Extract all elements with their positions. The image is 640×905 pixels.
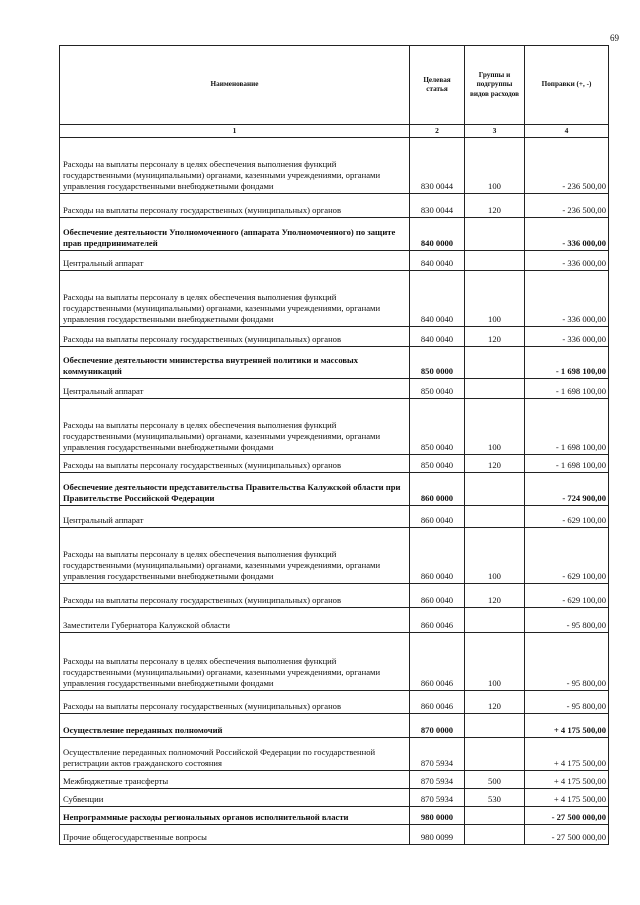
row-amendment-amount-cell: + 4 175 500,00: [525, 771, 609, 789]
row-expense-group-cell: 100: [465, 271, 525, 327]
row-name-cell: Расходы на выплаты персоналу в целях обеспечения выполнения функций государственными (муниципальными) органами, казенными учреждениями, органами управления государственными внебюджетными фондами: [60, 633, 410, 691]
table-row: [60, 789, 609, 807]
table-row: [60, 506, 609, 528]
row-amendment-amount-cell: - 724 900,00: [525, 473, 609, 506]
row-amendment-amount-cell: - 27 500 000,00: [525, 825, 609, 845]
row-expense-group-cell: [465, 807, 525, 825]
row-amendment-amount-cell: - 629 100,00: [525, 506, 609, 528]
row-expense-group-cell: [465, 714, 525, 738]
row-name-cell: Расходы на выплаты персоналу в целях обеспечения выполнения функций государственными (муниципальными) органами, казенными учреждениями, органами управления государственными внебюджетными фондами: [60, 399, 410, 455]
row-expense-group-cell: [465, 347, 525, 379]
row-name-cell: Расходы на выплаты персоналу в целях обеспечения выполнения функций государственными (муниципальными) органами, казенными учреждениями, органами управления государственными внебюджетными фондами: [60, 138, 410, 194]
row-name-cell: Субвенции: [60, 789, 410, 807]
row-target-article-cell: 860 0046: [410, 633, 465, 691]
row-name-cell: Расходы на выплаты персоналу государственных (муниципальных) органов: [60, 327, 410, 347]
row-expense-group-cell: [465, 379, 525, 399]
row-target-article-cell: 830 0044: [410, 194, 465, 218]
row-expense-group-cell: 500: [465, 771, 525, 789]
row-expense-group-cell: 120: [465, 584, 525, 608]
column-index-row: [60, 125, 609, 138]
budget-amendments-table: [59, 45, 609, 845]
page-number: 69: [610, 33, 619, 43]
header-amendments: Поправки (+, -): [525, 46, 609, 125]
row-name-cell: Осуществление переданных полномочий: [60, 714, 410, 738]
table-row: [60, 691, 609, 714]
table-body: [60, 138, 609, 845]
row-expense-group-cell: [465, 608, 525, 633]
row-amendment-amount-cell: - 336 000,00: [525, 271, 609, 327]
row-expense-group-cell: 100: [465, 138, 525, 194]
row-amendment-amount-cell: - 1 698 100,00: [525, 347, 609, 379]
row-expense-group-cell: 120: [465, 455, 525, 473]
row-amendment-amount-cell: - 336 000,00: [525, 251, 609, 271]
row-expense-group-cell: 120: [465, 327, 525, 347]
row-name-cell: Расходы на выплаты персоналу в целях обеспечения выполнения функций государственными (муниципальными) органами, казенными учреждениями, органами управления государственными внебюджетными фондами: [60, 271, 410, 327]
row-name-cell: Расходы на выплаты персоналу государственных (муниципальных) органов: [60, 584, 410, 608]
row-amendment-amount-cell: - 236 500,00: [525, 138, 609, 194]
row-name-cell: Осуществление переданных полномочий Российской Федерации по государственной регистрации актов гражданского состояния: [60, 738, 410, 771]
row-target-article-cell: 840 0000: [410, 218, 465, 251]
table-row: [60, 194, 609, 218]
row-amendment-amount-cell: + 4 175 500,00: [525, 789, 609, 807]
row-name-cell: Расходы на выплаты персоналу в целях обеспечения выполнения функций государственными (муниципальными) органами, казенными учреждениями, органами управления государственными внебюджетными фондами: [60, 528, 410, 584]
row-target-article-cell: 840 0040: [410, 251, 465, 271]
row-name-cell: Расходы на выплаты персоналу государственных (муниципальных) органов: [60, 691, 410, 714]
row-expense-group-cell: 120: [465, 691, 525, 714]
column-index-2: 2: [410, 125, 465, 138]
row-name-cell: Обеспечение деятельности представительства Правительства Калужской области при Правительстве Российской Федерации: [60, 473, 410, 506]
header-name: Наименование: [60, 46, 410, 125]
table-row: [60, 584, 609, 608]
row-expense-group-cell: [465, 473, 525, 506]
row-name-cell: Расходы на выплаты персоналу государственных (муниципальных) органов: [60, 455, 410, 473]
row-target-article-cell: 860 0040: [410, 528, 465, 584]
row-expense-group-cell: 530: [465, 789, 525, 807]
row-target-article-cell: 850 0040: [410, 379, 465, 399]
row-target-article-cell: 860 0000: [410, 473, 465, 506]
row-amendment-amount-cell: - 1 698 100,00: [525, 455, 609, 473]
row-expense-group-cell: 100: [465, 399, 525, 455]
row-name-cell: Межбюджетные трансферты: [60, 771, 410, 789]
row-expense-group-cell: [465, 738, 525, 771]
row-target-article-cell: 870 5934: [410, 771, 465, 789]
row-amendment-amount-cell: - 336 000,00: [525, 327, 609, 347]
row-target-article-cell: 830 0044: [410, 138, 465, 194]
row-expense-group-cell: [465, 825, 525, 845]
table-row: [60, 327, 609, 347]
table-row: [60, 455, 609, 473]
row-target-article-cell: 850 0000: [410, 347, 465, 379]
table-header-row: [60, 46, 609, 125]
row-target-article-cell: 870 5934: [410, 789, 465, 807]
row-expense-group-cell: 120: [465, 194, 525, 218]
row-target-article-cell: 860 0040: [410, 584, 465, 608]
table-row: [60, 251, 609, 271]
table-row: [60, 271, 609, 327]
row-amendment-amount-cell: - 95 800,00: [525, 691, 609, 714]
row-name-cell: Центральный аппарат: [60, 251, 410, 271]
row-amendment-amount-cell: - 27 500 000,00: [525, 807, 609, 825]
table-row: [60, 379, 609, 399]
header-expense-groups: Группы и подгруппы видов расходов: [465, 46, 525, 125]
table-row: [60, 473, 609, 506]
row-amendment-amount-cell: - 1 698 100,00: [525, 399, 609, 455]
row-expense-group-cell: 100: [465, 633, 525, 691]
header-target-article: Целевая статья: [410, 46, 465, 125]
table-row: [60, 633, 609, 691]
row-target-article-cell: 980 0099: [410, 825, 465, 845]
table-row: [60, 608, 609, 633]
table-row: [60, 825, 609, 845]
row-expense-group-cell: [465, 506, 525, 528]
row-amendment-amount-cell: - 95 800,00: [525, 608, 609, 633]
row-name-cell: Заместители Губернатора Калужской области: [60, 608, 410, 633]
table-row: [60, 399, 609, 455]
table-row: [60, 714, 609, 738]
row-target-article-cell: 980 0000: [410, 807, 465, 825]
row-amendment-amount-cell: - 95 800,00: [525, 633, 609, 691]
row-amendment-amount-cell: - 336 000,00: [525, 218, 609, 251]
column-index-1: 1: [60, 125, 410, 138]
row-target-article-cell: 860 0046: [410, 608, 465, 633]
row-amendment-amount-cell: - 1 698 100,00: [525, 379, 609, 399]
row-target-article-cell: 870 0000: [410, 714, 465, 738]
row-target-article-cell: 840 0040: [410, 327, 465, 347]
table-row: [60, 771, 609, 789]
row-name-cell: Центральный аппарат: [60, 506, 410, 528]
row-expense-group-cell: [465, 218, 525, 251]
row-target-article-cell: 870 5934: [410, 738, 465, 771]
table-row: [60, 138, 609, 194]
row-name-cell: Обеспечение деятельности Уполномоченного (аппарата Уполномоченного) по защите прав предпринимателей: [60, 218, 410, 251]
row-name-cell: Центральный аппарат: [60, 379, 410, 399]
row-expense-group-cell: [465, 251, 525, 271]
column-index-4: 4: [525, 125, 609, 138]
row-amendment-amount-cell: - 629 100,00: [525, 528, 609, 584]
table-row: [60, 347, 609, 379]
table-row: [60, 807, 609, 825]
row-name-cell: Обеспечение деятельности министерства внутренней политики и массовых коммуникаций: [60, 347, 410, 379]
table-row: [60, 738, 609, 771]
row-target-article-cell: 850 0040: [410, 399, 465, 455]
row-target-article-cell: 840 0040: [410, 271, 465, 327]
table-row: [60, 218, 609, 251]
row-name-cell: Прочие общегосударственные вопросы: [60, 825, 410, 845]
row-amendment-amount-cell: - 629 100,00: [525, 584, 609, 608]
row-expense-group-cell: 100: [465, 528, 525, 584]
row-target-article-cell: 860 0040: [410, 506, 465, 528]
row-target-article-cell: 860 0046: [410, 691, 465, 714]
row-name-cell: Непрограммные расходы региональных органов исполнительной власти: [60, 807, 410, 825]
row-name-cell: Расходы на выплаты персоналу государственных (муниципальных) органов: [60, 194, 410, 218]
column-index-3: 3: [465, 125, 525, 138]
table-row: [60, 528, 609, 584]
row-amendment-amount-cell: + 4 175 500,00: [525, 738, 609, 771]
row-amendment-amount-cell: + 4 175 500,00: [525, 714, 609, 738]
row-amendment-amount-cell: - 236 500,00: [525, 194, 609, 218]
row-target-article-cell: 850 0040: [410, 455, 465, 473]
